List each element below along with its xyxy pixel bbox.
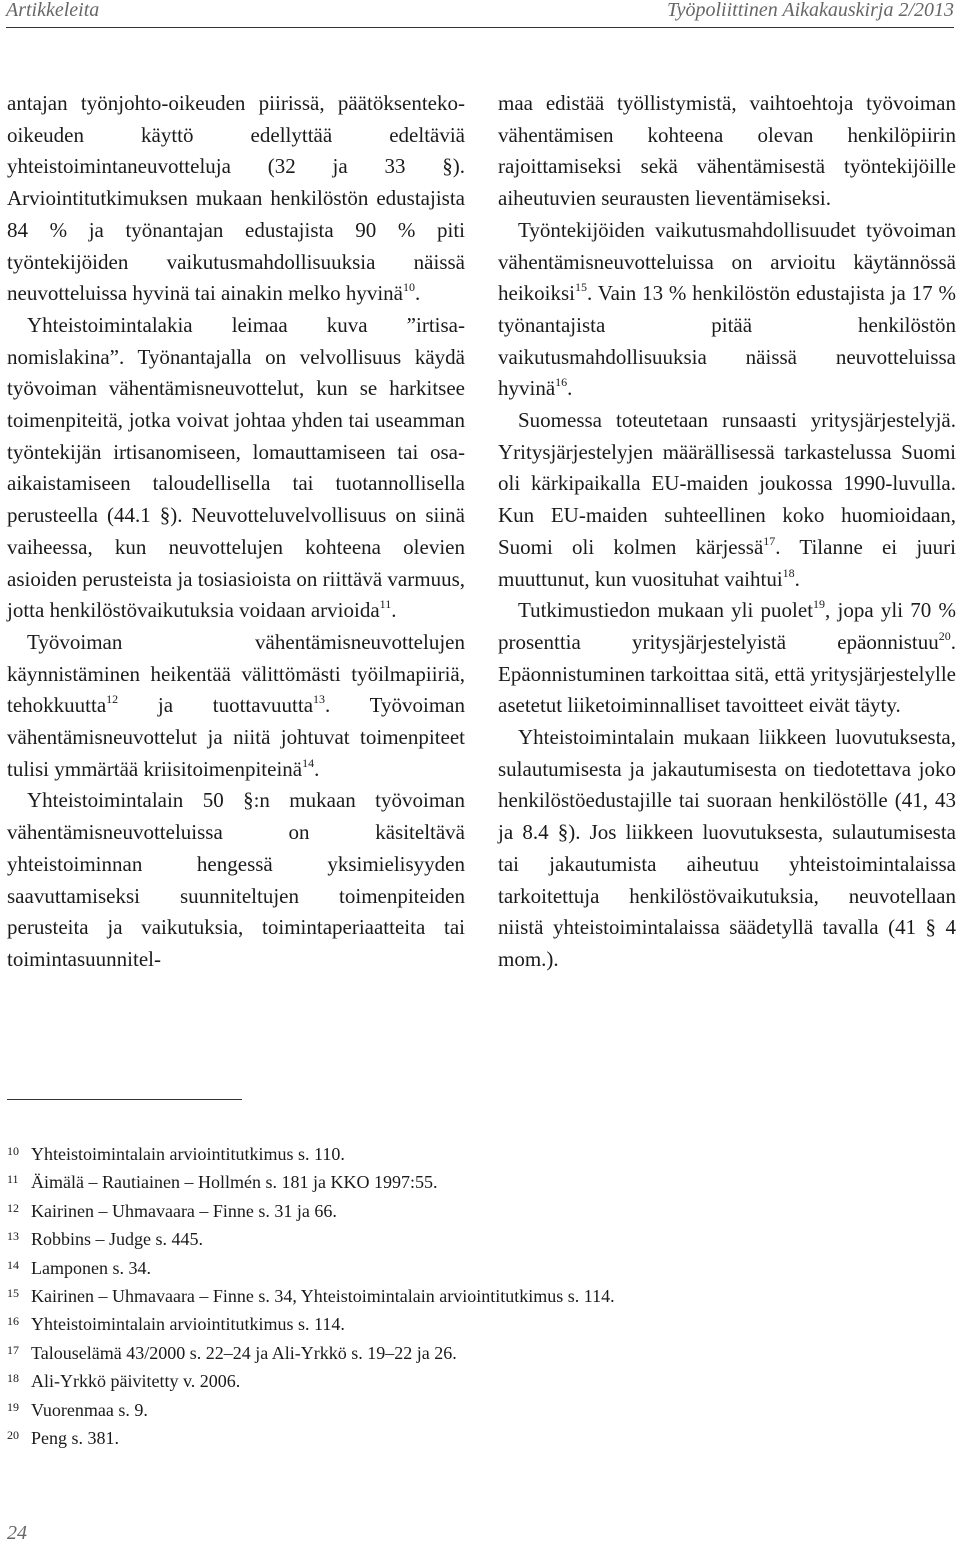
footnote-number: 20 xyxy=(7,1428,19,1443)
text-run: Työvoiman vähentämisneuvottelujen käynnistäminen heikentää välittömästi työilmapiiriä, tehokkuutta xyxy=(7,629,465,718)
footnote-ref[interactable]: 12 xyxy=(106,692,119,707)
footnote-item xyxy=(7,1197,947,1225)
footnote-text: Robbins – Judge s. 445. xyxy=(31,1229,204,1250)
footnote-text: Talouselämä 43/2000 s. 22–24 ja Ali-Yrkkö s. 19–22 ja 26. xyxy=(31,1342,457,1363)
footnote-ref[interactable]: 10 xyxy=(403,280,415,295)
text-run: ja tuottavuutta xyxy=(118,693,314,718)
footnote-item xyxy=(7,1424,947,1452)
left-paragraph xyxy=(7,88,465,310)
footnote-number: 12 xyxy=(7,1200,19,1215)
footnote-text: Lamponen s. 34. xyxy=(31,1257,151,1278)
text-run: . xyxy=(567,376,573,401)
footnote-number: 10 xyxy=(7,1144,19,1158)
footnote-number: 19 xyxy=(7,1399,19,1414)
right-paragraph xyxy=(498,405,956,595)
running-header xyxy=(6,0,954,28)
footnote-item xyxy=(7,1168,947,1196)
text-run: . xyxy=(391,598,397,623)
footnote-number: 18 xyxy=(7,1371,19,1386)
text-run: maa edistää työllistymistä, vaihtoehtoja työvoiman vähentämisen kohteena olevan henkilöpiirin rajoittamiseksi sekä vähentämisestä työntekijöille aiheutuvien seurausten lieventämiseksi. xyxy=(498,91,956,211)
footnote-item xyxy=(7,1339,947,1367)
footnote-number: 17 xyxy=(7,1342,19,1357)
footnote-item xyxy=(7,1396,947,1424)
text-run: . xyxy=(415,281,421,306)
footnote-item xyxy=(7,1225,947,1253)
footnote-item xyxy=(7,1254,947,1282)
page-number: 24 xyxy=(7,1522,27,1544)
text-run: Suomessa toteutetaan runsaasti yritysjärjestelyjä. Yritysjärjestelyjen määrällisessä tarkastelussa Suomi oli kärkipaikalla EU-maiden joukossa 1990-luvulla. Kun EU-maiden suhteellinen koko huomioidaan, Suomi oli kolmen kärjessä xyxy=(498,408,956,559)
text-run: Yhteistoimintalakia leimaa kuva ”irtisanomislakina”. Työnantajalla on velvollisuus käydä työvoiman vähentämisneuvottelut, kun se harkitsee toimenpiteitä, jotka voivat johtaa yhden tai useamman työntekijän irtisanomiseen, lomauttamiseen tai osa-aikaistamiseen taloudellisella tai tuotannollisella perusteella (44.1 §). Neuvotteluvelvollisuus on siinä vaiheessa, kun neuvottelujen kohteena olevien asioiden perusteista ja tosiasioista on riittävä varmuus, jotta henkilöstövaikutuksia voidaan arvioida xyxy=(7,312,465,623)
text-run: . xyxy=(314,756,320,781)
section-label: Artikkeleita xyxy=(6,0,100,21)
text-run: . Tilanne ei juuri muuttunut, kun vuosituhat vaihtui xyxy=(498,534,956,591)
footnote-number: 15 xyxy=(7,1286,19,1301)
left-paragraph xyxy=(7,310,465,627)
right-paragraph xyxy=(498,215,956,405)
footnote-ref[interactable]: 13 xyxy=(313,692,326,707)
right-paragraph xyxy=(498,722,956,976)
footnote-item xyxy=(7,1140,947,1168)
journal-title: Työpoliittinen Aikakauskirja 2/2013 xyxy=(666,0,954,21)
right-paragraph xyxy=(498,595,956,722)
footnote-ref[interactable]: 17 xyxy=(763,533,776,548)
left-paragraph xyxy=(7,785,465,975)
right-paragraph xyxy=(498,88,956,215)
footnote-text: Kairinen – Uhmavaara – Finne s. 34, Yhteistoimintalain arviointitutkimus s. 114. xyxy=(31,1286,615,1307)
text-run: , jopa yli 70 % prosenttia yritysjärjestelyistä epäonnistuu xyxy=(498,598,956,654)
text-run: . Epäonnistuminen tarkoittaa sitä, että yritysjärjestelylle asetetut liiketoiminnalliset tavoitteet eivät täyty. xyxy=(498,629,956,718)
body-column-right xyxy=(498,88,956,976)
text-run: . Työvoiman vähentämisneuvottelut ja niitä johtuvat toimenpiteet tulisi ymmärtää kriisitoimenpiteinä xyxy=(7,693,465,781)
footnote-ref[interactable]: 15 xyxy=(575,280,587,295)
text-run: . xyxy=(794,566,800,591)
footnote-item xyxy=(7,1367,947,1395)
footnote-text: Kairinen – Uhmavaara – Finne s. 31 ja 66. xyxy=(31,1200,337,1221)
footnote-ref[interactable]: 16 xyxy=(555,375,568,390)
text-run: Yhteistoimintalain mukaan liikkeen luovutuksesta, sulautumisesta ja jakautumisesta on tiedotettava joko henkilöstöedustajille tai suoraan henkilöstölle (41, 43 ja 8.4 §). Jos liikkeen luovutuksesta, sulautumisesta tai jakautumista aiheutuu yhteistoimintalaissa tarkoitettuja henkilöstövaikutuksia, neuvotellaan niistä yhteistoimintalaissa säädetyllä tavalla (41 § 4 mom.). xyxy=(498,725,956,971)
footnote-number: 16 xyxy=(7,1314,19,1329)
footnote-ref[interactable]: 18 xyxy=(782,565,795,580)
footnote-item xyxy=(7,1282,947,1310)
footnote-divider xyxy=(7,1099,242,1100)
footnote-number: 14 xyxy=(7,1257,19,1272)
text-run: . Vain 13 % henkilöstön edustajista ja 17 % työnantajista pitää henkilöstön vaikutusmahdollisuuksia näissä neuvotteluissa hyvinä xyxy=(498,281,956,401)
footnote-ref[interactable]: 20 xyxy=(938,628,951,643)
footnote-text: Yhteistoimintalain arviointitutkimus s. 110. xyxy=(31,1144,345,1164)
footnote-text: Ali-Yrkkö päivitetty v. 2006. xyxy=(31,1371,241,1392)
footnote-number: 11 xyxy=(7,1172,19,1187)
footnote-item xyxy=(7,1310,947,1338)
text-run: Yhteistoimintalain 50 §:n mukaan työvoiman vähentämisneuvotteluissa on käsiteltävä yhteistoiminnan hengessä yksimielisyyden saavuttamiseksi suunniteltujen toimenpiteiden perusteita ja vaikutuksia, toimintaperiaatteita tai toimintasuunnitel- xyxy=(7,788,465,971)
text-run: Työntekijöiden vaikutusmahdollisuudet työvoiman vähentämisneuvotteluissa on arvioitu käytännössä heikoiksi xyxy=(498,217,956,306)
footnote-ref[interactable]: 11 xyxy=(379,597,392,612)
body-column-left xyxy=(7,88,465,976)
footnote-ref[interactable]: 14 xyxy=(302,755,315,770)
text-run: antajan työnjohto-oikeuden piirissä, päätöksenteko-oikeuden käyttö edellyttää edeltäviä yhteistoimintaneuvotteluja (32 ja 33 §). Arviointitutkimuksen mukaan henkilöstön edustajista 84 % ja työnantajan edustajista 90 % piti työntekijöiden vaikutusmahdollisuuksia näissä neuvotteluissa hyvinä tai ainakin melko hyvinä xyxy=(7,91,465,306)
footnote-text: Vuorenmaa s. 9. xyxy=(31,1399,148,1420)
left-paragraph xyxy=(7,627,465,786)
footnote-list xyxy=(7,1140,947,1452)
footnote-text: Peng s. 381. xyxy=(31,1428,120,1449)
text-run: Tutkimustiedon mukaan yli puolet xyxy=(518,598,814,623)
footnote-ref[interactable]: 19 xyxy=(813,597,826,612)
footnote-text: Äimälä – Rautiainen – Hollmén s. 181 ja KKO 1997:55. xyxy=(31,1172,438,1193)
footnote-number: 13 xyxy=(7,1229,19,1244)
footnote-text: Yhteistoimintalain arviointitutkimus s. 114. xyxy=(31,1314,345,1335)
